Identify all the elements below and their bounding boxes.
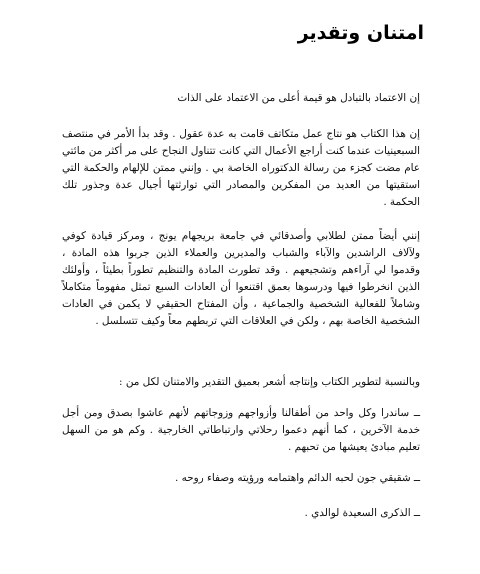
list-item: ــ شقيقي جون لحبه الدائم واهتمامه ورؤيته وصفاء روحه . bbox=[175, 472, 420, 484]
list-item: ــ الذكرى السعيدة لوالدي . bbox=[304, 507, 420, 519]
body-paragraph: وبالنسبة لتطوير الكتاب وإنتاجه أشعر بعميق التقدير والامتنان لكل من : bbox=[119, 376, 420, 388]
body-paragraph: إنني أيضاً ممتن لطلابي وأصدقائي في جامعة بريجهام يونج ، ومركز قيادة كوفي ولآلاف الراشدين والآباء والشباب والمديرين والعملاء الذين جربوا هذه المادة ، وقدموا لي آراءهم وتشجيعهم . وقد تطورت المادة والتنظيم تطوراً بطيئاً ، وأولئك الذين انخرطوا فيها ودرسوها بعمق اقتنعوا أن العادات السبع تمثل مفهوماً متكاملاً وشاملاً للفعالية الشخصية والجماعية ، وأن المفتاح الحقيقي لا يكمن في العادات الشخصية الخاصة بهم ، ولكن في العلاقات التي تربطهم معاً وكيف تتسلسل . bbox=[62, 230, 420, 327]
list-item: ــ ساندرا وكل واحد من أطفالنا وأزواجهم وزوجاتهم لأنهم عاشوا بصدق ومن أجل خدمة الآخرين ، كما أنهم دعموا رحلاتي وارتباطاتي الخارجية . وكم هو من السهل تعليم مبادئ يعيشها من تحبهم . bbox=[62, 407, 420, 453]
epigraph-paragraph: إن الاعتماد بالتبادل هو قيمة أعلى من الاعتماد على الذات bbox=[177, 92, 420, 104]
body-paragraph: إن هذا الكتاب هو نتاج عمل متكاتف قامت به عدة عقول . وقد بدأ الأمر في منتصف السبعينيات عندما كنت أراجع الأعمال التي كانت تتناول النجاح على مر أكثر من مائتي عام مضت كجزء من رسالة الدكتوراه الخاصة بي . وإنني ممتن للإلهام والحكمة التي استقيتها من العديد من المفكرين والمصادر التي توارثتها أجيال عدة وجذور تلك الحكمة . bbox=[62, 128, 420, 208]
page-title: امتنان وتقدير bbox=[297, 22, 424, 44]
